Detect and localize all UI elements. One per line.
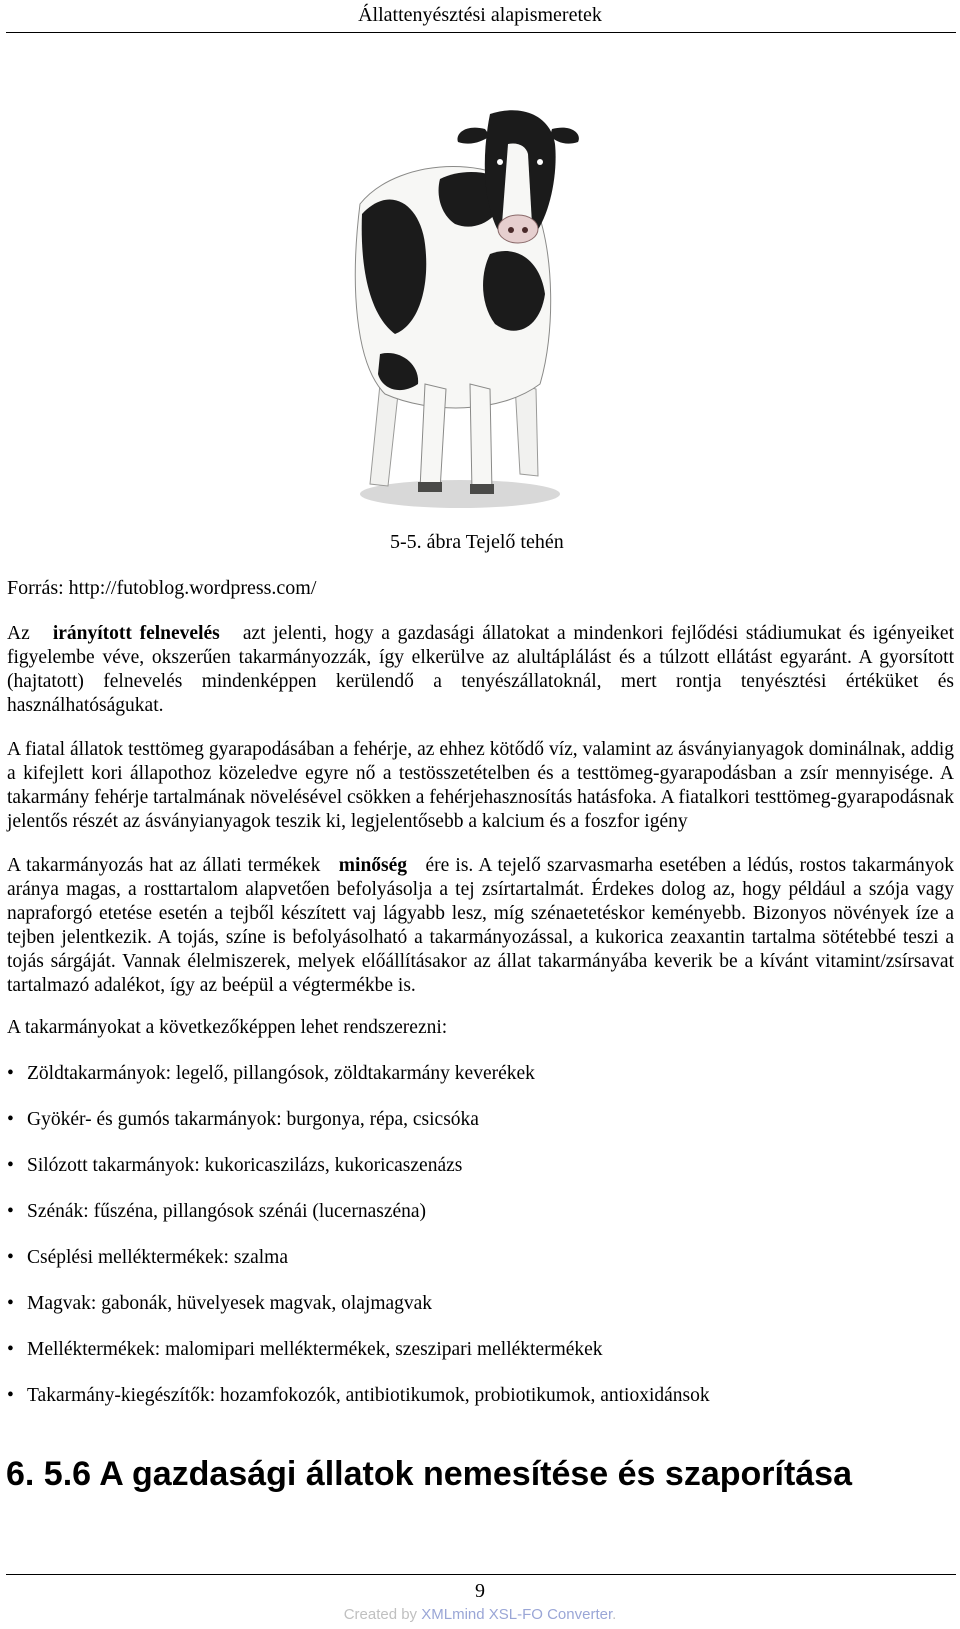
paragraph-lead: A takarmányozás hat az állati termékek: [7, 855, 321, 876]
bold-term: irányított felnevelés: [52, 623, 220, 644]
list-item-text: Melléktermékek: malomipari melléktermékek, szeszipari melléktermékek: [27, 1339, 603, 1360]
bullet-icon: •: [7, 1385, 14, 1406]
paragraph-rest: ére is. A tejelő szarvasmarha esetében a lédús, rostos takarmányok aránya magas, a rosttartalom alapvetően befolyásolja a tej zsírtartalmát. Érdekes dolog az, hogy például a szója vagy napraforgó etetése esetén a tejből készített vaj lágyabb lesz, míg szénaetetéskor keményebb. Bizonyos növények íze a tejben jelentkezik. A tojás, színe is befolyásolható a takarmányozással, a kukorica zeaxantin tartalma sötétebbé teszi a tojás sárgáját. Vannak élelmiszerek, melyek előállításakor az állat takarmányába keverik be a kívánt vitamint/zsírsavat tartalmazó adalékot, így az beépül a végtermékbe is.: [7, 855, 955, 996]
cow-photo: [340, 84, 600, 524]
generator-prefix: Created by: [343, 1606, 418, 1623]
list-item-text: Szénák: fűszéna, pillangósok szénái (lucernaszéna): [27, 1201, 427, 1222]
main-content: [7, 622, 954, 1430]
header-divider: [6, 32, 956, 33]
list-item: [7, 1154, 954, 1178]
paragraph-rest: azt jelenti, hogy a gazdasági állatokat a mindenkori fejlődési stádiumukat és igényeiket figyelembe véve, okszerűen takarmányozzák, így elkerülve az alultáplálást és a túlzott ellátást egyaránt. A gyorsított (hajtatott) felnevelés mindenképpen kerülendő a tenyészállatoknál, mert rontja tenyésztési értéküket és használhatóságukat.: [7, 623, 954, 716]
bullet-icon: •: [7, 1109, 14, 1130]
bullet-icon: •: [7, 1293, 14, 1314]
page-header: Állattenyésztési alapismeretek: [358, 4, 602, 26]
list-intro: A takarmányokat a következőképpen lehet rendszerezni:: [7, 1017, 448, 1038]
list-item-text: Silózott takarmányok: kukoricaszilázs, kukoricaszenázs: [27, 1155, 463, 1176]
paragraph-testtomeg: A fiatal állatok testtömeg gyarapodásában a fehérje, az ehhez kötődő víz, valamint az ásványianyagok dominálnak, addig a kifejlett kori állapothoz közeledve egyre nő a testösszetételben és a testtömeg-gyarapodásban a zsír mennyisége. A takarmány fehérje tartalmának növelésével csökken a fehérjehasznosítás hatásfoka. A fiatalkori testtömeg-gyarapodásnak jelentős részét az ásványianyagok teszik ki, legjelentősebb a kalcium és a foszfor igény: [7, 739, 954, 832]
list-item: [7, 1062, 954, 1086]
paragraph-lead: Az: [7, 623, 30, 644]
bullet-icon: •: [7, 1155, 14, 1176]
list-item: [7, 1292, 954, 1316]
page-number: 9: [475, 1580, 485, 1602]
bullet-icon: •: [7, 1063, 14, 1084]
bold-term: minőség: [338, 855, 408, 876]
list-item-text: Magvak: gabonák, hüvelyesek magvak, olajmagvak: [27, 1293, 433, 1314]
figure-caption: 5-5. ábra Tejelő tehén: [390, 531, 564, 553]
list-item-text: Gyökér- és gumós takarmányok: burgonya, répa, csicsóka: [27, 1109, 479, 1130]
list-item: [7, 1200, 954, 1224]
paragraph-felneveles: [7, 622, 954, 718]
footer-divider: [6, 1574, 956, 1575]
list-item-text: Takarmány-kiegészítők: hozamfokozók, antibiotikumok, probiotikumok, antioxidánsok: [27, 1385, 710, 1406]
generator-suffix: .: [612, 1606, 617, 1623]
list-item-text: Cséplési melléktermékek: szalma: [27, 1247, 288, 1268]
bullet-icon: •: [7, 1201, 14, 1222]
section-heading: 6. 5.6 A gazdasági állatok nemesítése és szaporítása: [6, 1455, 852, 1493]
feed-type-list: [7, 1062, 954, 1408]
paragraph-minoseg: [7, 854, 954, 998]
list-item-text: Zöldtakarmányok: legelő, pillangósok, zöldtakarmány keverékek: [27, 1063, 535, 1084]
list-item: [7, 1338, 954, 1362]
generator-tool: XMLmind XSL-FO Converter: [421, 1606, 613, 1623]
list-item: [7, 1384, 954, 1408]
bullet-icon: •: [7, 1339, 14, 1360]
list-item: [7, 1246, 954, 1270]
figure-source: Forrás: http://futoblog.wordpress.com/: [7, 577, 317, 599]
bullet-icon: •: [7, 1247, 14, 1268]
generator-credit: [0, 1606, 960, 1624]
list-item: [7, 1108, 954, 1132]
